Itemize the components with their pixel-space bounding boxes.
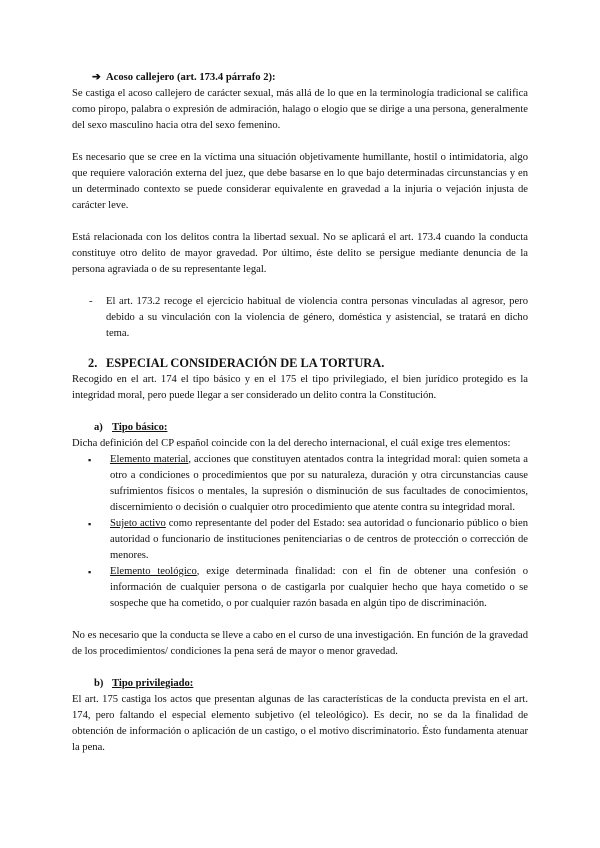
list-item-text: como representante del poder del Estado: sea autoridad o funcionario público o bien autoridad o funcionario de instituciones penitenciarias o de centros de protección o corrección de menores. <box>110 518 529 561</box>
subheading-label: a) <box>94 422 103 433</box>
heading-text: Acoso callejero (art. 173.4 párrafo 2): <box>106 72 276 83</box>
list-item-term: Elemento material <box>110 454 189 465</box>
paragraph-tortura-intro: Recogido en el art. 174 el tipo básico y en el 175 el tipo privilegiado, el bien jurídico protegido es la integridad moral, pero puede llegar a ser considerado un delito contra la Constitución. <box>72 374 528 401</box>
dash-list-item <box>72 294 528 342</box>
paragraph-tipo-basico-intro: Dicha definición del CP español coincide con la del derecho internacional, el cuál exige tres elementos: <box>72 438 511 449</box>
section-number: 2. <box>88 356 98 370</box>
paragraph-acoso-1: Se castiga el acoso callejero de carácter sexual, más allá de lo que en la terminología tradicional se califica como piropo, palabra o expresión de admiración, halago o elogio que se dirige a una persona, generalmente del sexo masculino hacia otra del sexo femenino. <box>72 88 528 131</box>
dash-item-text: El art. 173.2 recoge el ejercicio habitual de violencia contra personas vinculadas al agresor, pero debido a su vinculación con la violencia de género, doméstica y asistencial, se tratará en dicho tema. <box>106 296 528 339</box>
subheading-label: b) <box>94 678 104 689</box>
list-item-term: Sujeto activo <box>110 518 166 529</box>
elements-list <box>72 452 528 612</box>
paragraph-tipo-privilegiado: El art. 175 castiga los actos que presentan algunas de las características de la conducta prevista en el art. 174, pero faltando el especial elemento subjetivo (el teleológico). Es decir, no se da la finalidad de obtención de información o aplicación de un castigo, o el motivo discriminatorio. Ésto fundamenta atenuar la pena. <box>72 694 528 753</box>
section-heading-acoso <box>72 70 528 86</box>
document-page <box>72 70 528 756</box>
list-item <box>72 564 528 612</box>
subheading-tipo-privilegiado <box>72 676 528 692</box>
dash-bullet-icon: - <box>89 296 93 307</box>
list-item-term: Elemento teológico <box>110 566 197 577</box>
list-item-text: , exige determinada finalidad: con el fin de obtener una confesión o información de cualquier persona o de castigarla por cualquier hecho que haya cometido o se sospeche que ha cometido, o por cualquier razón basada en algún tipo de discriminación. <box>110 566 528 609</box>
paragraph-acoso-3: Está relacionada con los delitos contra la libertad sexual. No se aplicará el art. 173.4 cuando la conducta constituye otro delito de mayor gravedad. Por último, éste delito se persigue mediante denuncia de la persona agraviada o de su representante legal. <box>72 232 528 275</box>
arrow-right-icon: ➔ <box>92 72 101 83</box>
list-item <box>72 516 528 564</box>
list-item-text: , acciones que constituyen atentados contra la integridad moral: quien someta a otro a condiciones o procedimientos que por su naturaleza, duración y otra circunstancias cause sufrimientos físicos o mentales, la supresión o disminución de sus facultades de conocimientos, discernimiento o decisión o cualquier otro procedimiento que atente contra su integridad moral. <box>110 454 528 513</box>
section-title-text: ESPECIAL CONSIDERACIÓN DE LA TORTURA. <box>106 356 385 370</box>
subheading-tipo-basico <box>72 420 528 436</box>
bullet-icon: ▪ <box>88 567 92 577</box>
section-title-tortura <box>72 354 528 372</box>
paragraph-acoso-2: Es necesario que se cree en la víctima una situación objetivamente humillante, hostil o intimidatoria, algo que requiere valoración externa del juez, que debe basarse en lo que bajo determinadas circunstancias y en un determinado contexto se puede considerar equivalente en gravedad a la injuria o vejación injusta de carácter leve. <box>72 152 528 211</box>
paragraph-tipo-basico-closing: No es necesario que la conducta se lleve a cabo en el curso de una investigación. En función de la gravedad de los procedimientos/ condiciones la pena será de mayor o menor gravedad. <box>72 630 528 657</box>
bullet-icon: ▪ <box>88 519 92 529</box>
list-item <box>72 452 528 516</box>
subheading-text: Tipo básico: <box>112 422 168 433</box>
subheading-text: Tipo privilegiado: <box>112 678 194 689</box>
bullet-icon: ▪ <box>88 455 92 465</box>
